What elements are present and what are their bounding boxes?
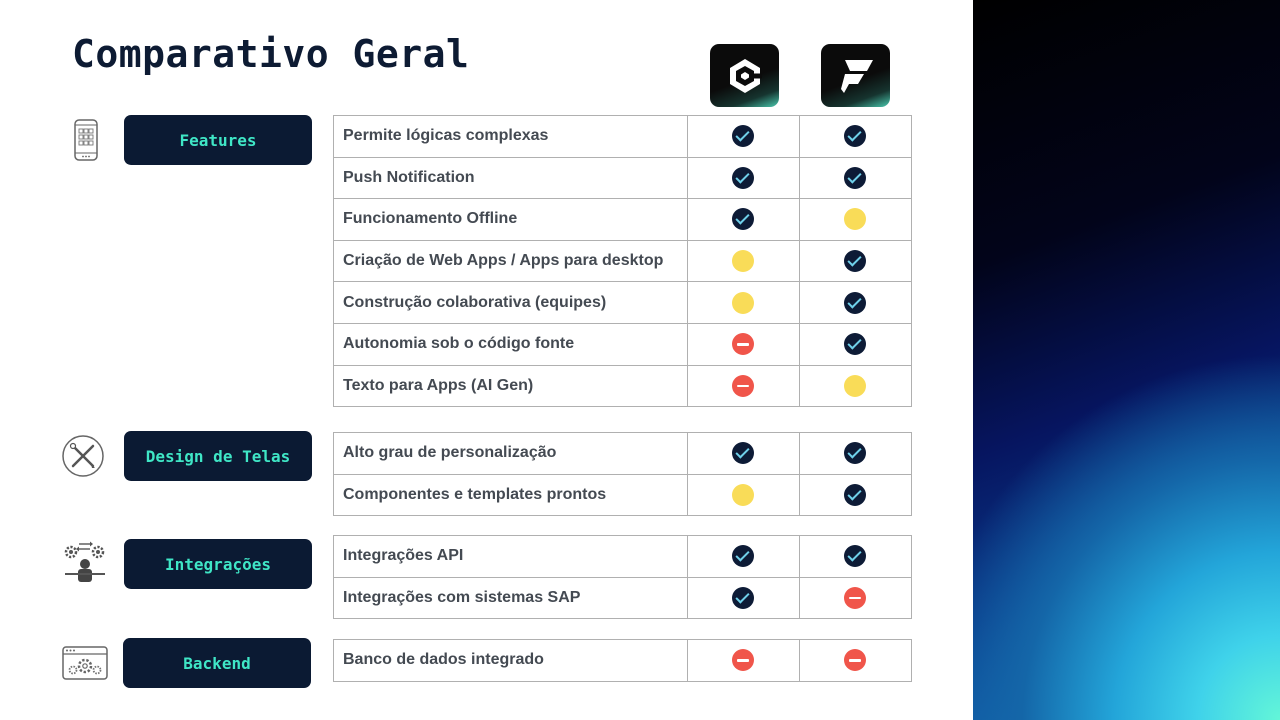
status-no-icon — [844, 587, 866, 609]
table-row — [334, 640, 912, 682]
status-check-icon — [844, 292, 866, 314]
table-row — [334, 433, 912, 475]
table-row — [334, 240, 912, 282]
status-partial-icon — [732, 250, 754, 272]
section-label-design: Design de Telas — [124, 431, 312, 481]
feature-name: Texto para Apps (AI Gen) — [334, 365, 688, 407]
section-label-integrations: Integrações — [124, 539, 312, 589]
table-row — [334, 199, 912, 241]
feature-name: Construção colaborativa (equipes) — [334, 282, 688, 324]
status-check-icon — [732, 442, 754, 464]
comparison-table-features — [333, 115, 912, 407]
comparison-table-design — [333, 432, 912, 516]
table-row — [334, 282, 912, 324]
feature-name: Push Notification — [334, 157, 688, 199]
status-partial-icon — [732, 292, 754, 314]
comparison-table-backend — [333, 639, 912, 682]
status-partial-icon — [844, 375, 866, 397]
table-row — [334, 365, 912, 407]
status-check-icon — [732, 587, 754, 609]
left-platform-logo-icon — [710, 44, 779, 107]
status-check-icon — [844, 442, 866, 464]
design-tools-icon — [61, 434, 105, 483]
status-check-icon — [844, 167, 866, 189]
table-row — [334, 474, 912, 516]
table-row — [334, 536, 912, 578]
status-check-icon — [732, 545, 754, 567]
table-row — [334, 116, 912, 158]
section-label-features: Features — [124, 115, 312, 165]
status-check-icon — [732, 208, 754, 230]
status-check-icon — [844, 333, 866, 355]
table-row — [334, 577, 912, 619]
status-no-icon — [844, 649, 866, 671]
status-partial-icon — [732, 484, 754, 506]
table-row — [334, 323, 912, 365]
section-label-backend: Backend — [123, 638, 311, 688]
feature-name: Criação de Web Apps / Apps para desktop — [334, 240, 688, 282]
right-platform-logo-icon — [821, 44, 890, 107]
feature-name: Integrações com sistemas SAP — [334, 577, 688, 619]
feature-name: Integrações API — [334, 536, 688, 578]
status-check-icon — [844, 484, 866, 506]
comparison-table-integrations — [333, 535, 912, 619]
page-title: Comparativo Geral — [72, 32, 470, 76]
status-check-icon — [844, 125, 866, 147]
status-check-icon — [844, 250, 866, 272]
browser-settings-icon — [62, 646, 108, 685]
integration-gears-icon — [62, 540, 108, 589]
status-check-icon — [844, 545, 866, 567]
feature-name: Funcionamento Offline — [334, 199, 688, 241]
feature-name: Banco de dados integrado — [334, 640, 688, 682]
status-partial-icon — [844, 208, 866, 230]
status-check-icon — [732, 125, 754, 147]
status-no-icon — [732, 333, 754, 355]
feature-name: Permite lógicas complexas — [334, 116, 688, 158]
feature-name: Autonomia sob o código fonte — [334, 323, 688, 365]
feature-name: Alto grau de personalização — [334, 433, 688, 475]
status-no-icon — [732, 649, 754, 671]
status-check-icon — [732, 167, 754, 189]
gradient-side-panel — [973, 0, 1280, 720]
status-no-icon — [732, 375, 754, 397]
feature-name: Componentes e templates prontos — [334, 474, 688, 516]
smartphone-icon — [72, 118, 100, 167]
table-row — [334, 157, 912, 199]
